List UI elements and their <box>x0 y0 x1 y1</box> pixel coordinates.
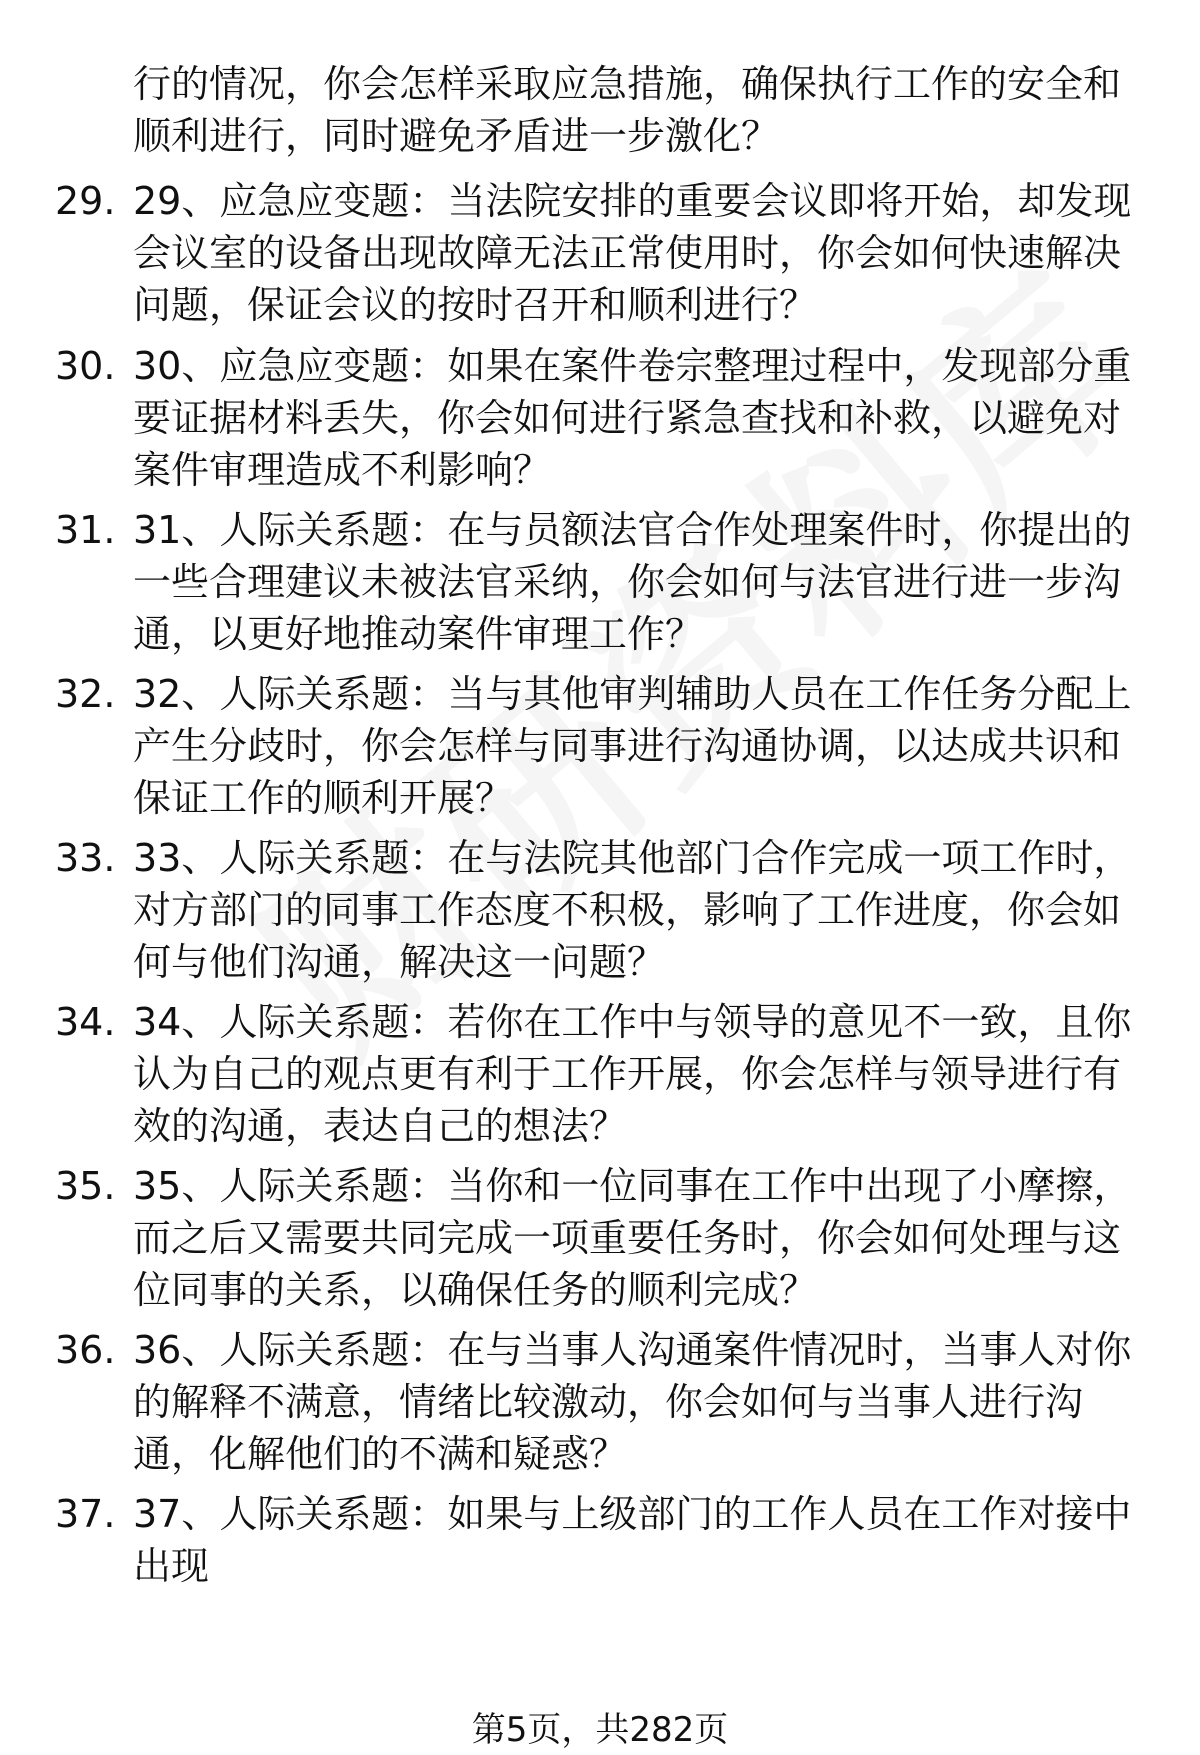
question-number: 34. <box>55 1000 116 1044</box>
question-number: 36. <box>55 1328 116 1372</box>
question-text: 36、人际关系题：在与当事人沟通案件情况时，当事人对你的解释不满意，情绪比较激动，你会如何与当事人进行沟通，化解他们的不满和疑惑？ <box>133 1328 1132 1476</box>
page-footer: 第5页，共282页 <box>471 1710 729 1750</box>
question-text: 32、人际关系题：当与其他审判辅助人员在工作任务分配上产生分歧时，你会怎样与同事进行沟通协调，以达成共识和保证工作的顺利开展？ <box>133 672 1132 820</box>
question-item <box>0 832 1200 992</box>
question-text: 34、人际关系题：若你在工作中与领导的意见不一致，且你认为自己的观点更有利于工作开展，你会怎样与领导进行有效的沟通，表达自己的想法？ <box>133 1000 1132 1148</box>
question-number: 29. <box>55 179 116 223</box>
question-item <box>0 504 1200 664</box>
continuation-text: 行的情况，你会怎样采取应急措施，确保执行工作的安全和顺利进行，同时避免矛盾进一步激化？ <box>133 62 1122 158</box>
question-number: 31. <box>55 508 116 552</box>
question-number: 37. <box>55 1492 116 1536</box>
question-number: 32. <box>55 672 116 716</box>
question-item <box>0 340 1200 500</box>
question-text: 31、人际关系题：在与员额法官合作处理案件时，你提出的一些合理建议未被法官采纳，你会如何与法官进行进一步沟通，以更好地推动案件审理工作？ <box>133 508 1132 656</box>
question-text: 37、人际关系题：如果与上级部门的工作人员在工作对接中出现 <box>133 1492 1132 1588</box>
question-number: 33. <box>55 836 116 880</box>
question-item <box>0 1488 1200 1588</box>
question-number: 35. <box>55 1164 116 1208</box>
question-item <box>0 1160 1200 1320</box>
question-text: 35、人际关系题：当你和一位同事在工作中出现了小摩擦，而之后又需要共同完成一项重要任务时，你会如何处理与这位同事的关系，以确保任务的顺利完成？ <box>133 1164 1132 1312</box>
question-item <box>0 996 1200 1156</box>
question-text: 29、应急应变题：当法院安排的重要会议即将开始，却发现会议室的设备出现故障无法正常使用时，你会如何快速解决问题，保证会议的按时召开和顺利进行？ <box>133 179 1132 327</box>
question-item <box>0 175 1200 335</box>
question-item <box>0 668 1200 828</box>
question-item <box>0 1324 1200 1484</box>
question-number: 30. <box>55 344 116 388</box>
question-text: 33、人际关系题：在与法院其他部门合作完成一项工作时，对方部门的同事工作态度不积极，影响了工作进度，你会如何与他们沟通，解决这一问题？ <box>133 836 1132 984</box>
question-text: 30、应急应变题：如果在案件卷宗整理过程中，发现部分重要证据材料丢失，你会如何进行紧急查找和补救，以避免对案件审理造成不利影响？ <box>133 344 1132 492</box>
